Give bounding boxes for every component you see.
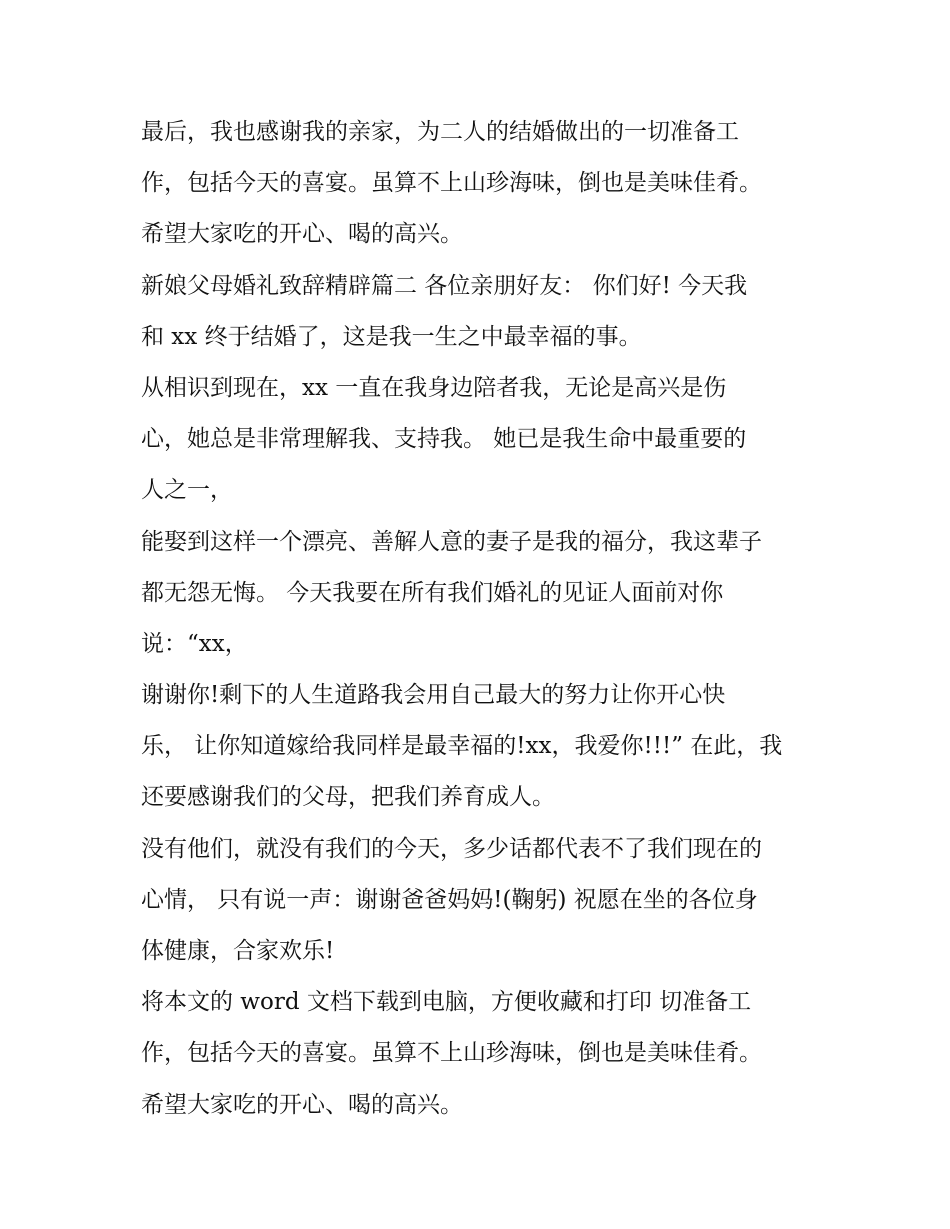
- text-line: 从相识到现在，xx 一直在我身边陪者我，无论是高兴是伤: [141, 374, 727, 401]
- text-line: 新娘父母婚礼致辞精辟篇二 各位亲朋好友： 你们好! 今天我: [141, 272, 748, 299]
- text-line: 心，她总是非常理解我、支持我。 她已是我生命中最重要的: [141, 426, 747, 453]
- text-line: 谢谢你!剩下的人生道路我会用自己最大的努力让你开心快: [141, 682, 726, 709]
- text-line: 作，包括今天的喜宴。虽算不上山珍海味，倒也是美味佳肴。: [141, 1040, 762, 1067]
- text-line: 希望大家吃的开心、喝的高兴。: [141, 221, 463, 248]
- text-line: 最后，我也感谢我的亲家，为二人的结婚做出的一切准备工: [141, 119, 739, 145]
- text-line: 能娶到这样一个漂亮、善解人意的妻子是我的福分，我这辈子: [141, 528, 762, 555]
- text-line: 希望大家吃的开心、喝的高兴。: [141, 1091, 463, 1118]
- document-body: [141, 107, 821, 1131]
- text-line: 和 xx 终于结婚了，这是我一生之中最幸福的事。: [141, 323, 642, 350]
- text-line: 人之一，: [141, 477, 233, 504]
- text-line: 心情， 只有说一声：谢谢爸爸妈妈!(鞠躬) 祝愿在坐的各位身: [141, 886, 758, 913]
- text-line: 没有他们，就没有我们的今天，多少话都代表不了我们现在的: [141, 835, 762, 862]
- text-line: 说：“xx，: [141, 630, 248, 657]
- text-line: 都无怨无悔。 今天我要在所有我们婚礼的见证人面前对你: [141, 579, 724, 606]
- text-line: 还要感谢我们的父母，把我们养育成人。: [141, 784, 555, 811]
- text-line: 体健康，合家欢乐!: [141, 938, 335, 964]
- text-line: 乐， 让你知道嫁给我同样是最幸福的!xx，我爱你!!!” 在此，我: [141, 733, 783, 760]
- text-line: 作，包括今天的喜宴。虽算不上山珍海味，倒也是美味佳肴。: [141, 170, 762, 197]
- text-line: 将本文的 word 文档下载到电脑，方便收藏和打印 切准备工: [141, 989, 752, 1016]
